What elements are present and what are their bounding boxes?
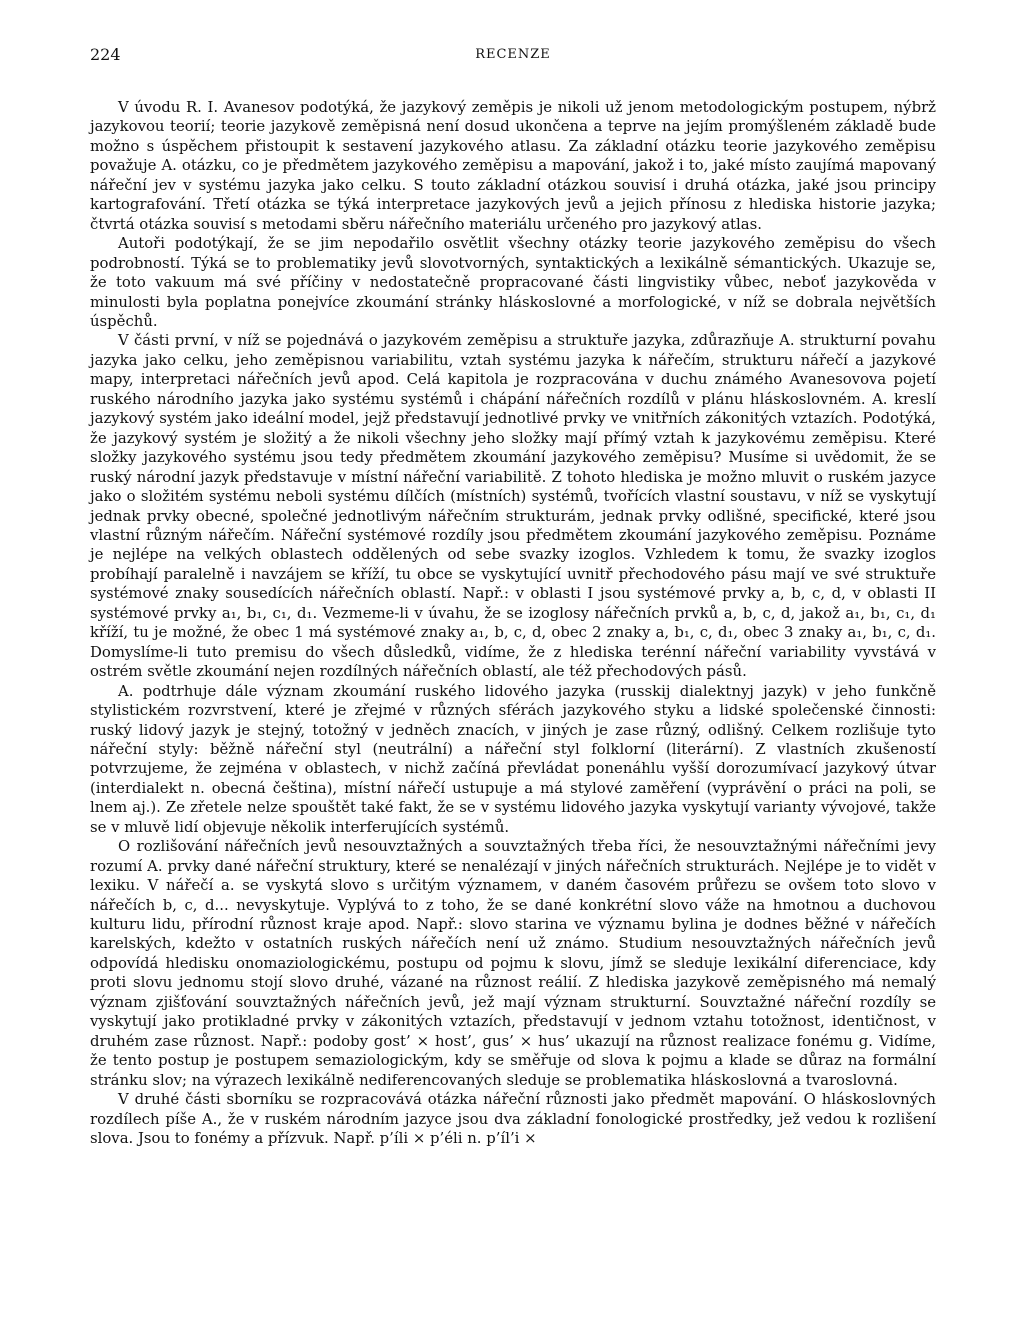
page-number: 224 xyxy=(90,45,121,64)
running-title: RECENZE xyxy=(475,47,551,62)
paragraph-intro: V úvodu R. I. Avanesov podotýká, že jazykový zeměpis je nikoli už jenom metodologickým postupem, nýbrž jazykovou teorií; teorie jazykově zeměpisná není dosud ukončena a teprve na jejím promýšleném základě bude možno s úspěchem přistoupit k sestavení jazykového atlasu. Za základní otázku teorie jazykového zeměpisu považuje A. otázku, co je předmětem jazykového zeměpisu a mapování, jakož i to, jaké místo zaujímá mapovaný nářeční jev v systému jazyka jako celku. S touto základní otázkou souvisí i druhá otázka, jaké jsou principy kartografování. Třetí otázka se týká interpretace jazykových jevů a jejich přínosu z hlediska historie jazyka; čtvrtá otázka souvisí s metodami sběru nářečního materiálu určeného pro jazykový atlas. xyxy=(90,98,936,233)
page-header xyxy=(90,44,936,66)
paragraph-part-two: V druhé části sborníku se rozpracovává otázka nářeční různosti jako předmět mapování. O hláskoslovných rozdílech píše A., že v ruském národním jazyce jsou dva základní fonologické prostředky, jež vedou k rozlišení slova. Jsou to fonémy a přízvuk. Např. p’íli × p’éli n. p’íl’i × xyxy=(90,1090,936,1148)
paragraph-part-one: V části první, v níž se pojednává o jazykovém zeměpisu a struktuře jazyka, zdůrazňuje A. strukturní povahu jazyka jako celku, jeho zeměpisnou variabilitu, vztah systému jazyka k nářečím, strukturu nářečí a jazykové mapy, interpretaci nářečních jevů apod. Celá kapitola je rozpracována v duchu známého Avanesovova pojetí ruského národního jazyka jako systému systémů i chápání nářečních rozdílů v plánu hláskoslovném. A. kreslí jazykový systém jako ideální model, jejž představují jednotlivé prvky ve vnitřních zákonitých vztazích. Podotýká, že jazykový systém je složitý a že nikoli všechny jeho složky mají přímý vztah k jazykovému zeměpisu. Které složky jazykového systému jsou tedy předmětem zkoumání jazykového zeměpisu? Musíme si uvědomit, že se ruský národní jazyk představuje v místní nářeční variabilitě. Z tohoto hlediska je možno mluvit o ruském jazyce jako o složitém systému neboli systému dílčích (místních) systémů, tvořících vlastní soustavu, v níž se vyskytují jednak prvky obecné, společné jednotlivým nářečním strukturám, jednak prvky odlišné, specifické, které jsou vlastní různým nářečím. Nářeční systémové rozdíly jsou předmětem zkoumání jazykového zeměpisu. Poznáme je nejlépe na velkých oblastech oddělených od sebe svazky izoglos. Vzhledem k tomu, že svazky izoglos probíhají paralelně i navzájem se kříží, tu obce se vyskytující uvnitř přechodového pásu mají ve své struktuře systémové znaky sousedících nářečních oblastí. Např.: v oblasti I jsou systémové prvky a, b, c, d, v oblasti II systémové prvky a₁, b₁, c₁, d₁. Vezmeme-li v úvahu, že se izoglosy nářečních prvků a, b, c, d, jakož a₁, b₁, c₁, d₁ kříží, tu je možné, že obec 1 má systémové znaky a₁, b, c, d, obec 2 znaky a, b₁, c, d₁, obec 3 znaky a₁, b₁, c, d₁. Domyslíme-li tuto premisu do všech důsledků, vidíme, že z hlediska terénní nářeční variability vyvstává v ostrém světle zkoumání nejen rozdílných nářečních oblastí, ale též přechodových pásů. xyxy=(90,331,936,681)
paragraph-folk-language: A. podtrhuje dále význam zkoumání ruského lidového jazyka (russkij dialektnyj jazyk) v jeho funkčně stylistickém rozvrstvení, které je zřejmé v různých sférách jazykového styku a lidské společenské činnosti: ruský lidový jazyk je stejný, totožný v jedněch znacích, v jiných je zase různý, odlišný. Celkem rozlišuje tyto nářeční styly: běžně nářeční styl (neutrální) a nářeční styl folklorní (literární). Z vlastních zkušeností potvrzujeme, že zejména v oblastech, v nichž začíná převládat ponenáhlu vyšší dorozumívací jazykový útvar (interdialekt n. obecná čeština), místní nářečí ustupuje a má stylové zaměření (vyprávění o práci na poli, se lnem aj.). Ze zřetele nelze spouštět také fakt, že se v systému lidového jazyka vyskytují varianty vývojové, takže se v mluvě lidí objevuje několik interferujících systémů. xyxy=(90,681,936,836)
paragraph-dialect-phenomena: O rozlišování nářečních jevů nesouvztažných a souvztažných třeba říci, že nesouvztažnými nářečními jevy rozumí A. prvky dané nářeční struktury, které se nenalézají v jiných nářečních strukturách. Nejlépe je to vidět v lexiku. V nářečí a. se vyskytá slovo s určitým významem, v daném časovém průřezu se ovšem toto slovo v nářečích b, c, d... nevyskytuje. Vyplývá to z toho, že se dané konkrétní slovo váže na hmotnou a duchovou kulturu lidu, přírodní různost kraje apod. Např.: slovo starina ve významu bylina je dodnes běžné v nářečích karelských, kdežto v ostatních ruských nářečích není už známo. Studium nesouvztažných nářečních jevů odpovídá hledisku onomaziologickému, postupu od pojmu k slovu, jímž se sleduje lexikální diferenciace, kdy proti slovu jednomu stojí slovo druhé, vázané na různost reálií. Z hlediska jazykově zeměpisného má nemalý význam zjišťování souvztažných nářečních jevů, jež mají význam strukturní. Souvztažné nářeční rozdíly se vyskytují jako protikladné prvky v zákonitých vztazích, představují v jednom vztahu totožnost, identičnost, v druhém zase různost. Např.: podoby gost’ × host’, gus’ × hus’ ukazují na různost realizace fonému g. Vidíme, že tento postup je postupem semaziologickým, kdy se směřuje od slova k pojmu a klade se důraz na formální stránku slov; na výrazech lexikálně nediferencovaných sleduje se problematika hláskoslovná a tvaroslovná. xyxy=(90,837,936,1089)
paragraph-authors-note: Autoři podotýkají, že se jim nepodařilo osvětlit všechny otázky teorie jazykového zeměpisu do všech podrobností. Týká se to problematiky jevů slovotvorných, syntaktických a lexikálně sémantických. Ukazuje se, že toto vakuum má své příčiny v nedostatečně propracované části lingvistiky vůbec, neboť jazykověda v minulosti byla poplatna ponejvíce zkoumání stránky hláskoslovné a morfologické, v níž se dobrala největších úspěchů. xyxy=(90,234,936,330)
article-body xyxy=(90,98,936,1148)
